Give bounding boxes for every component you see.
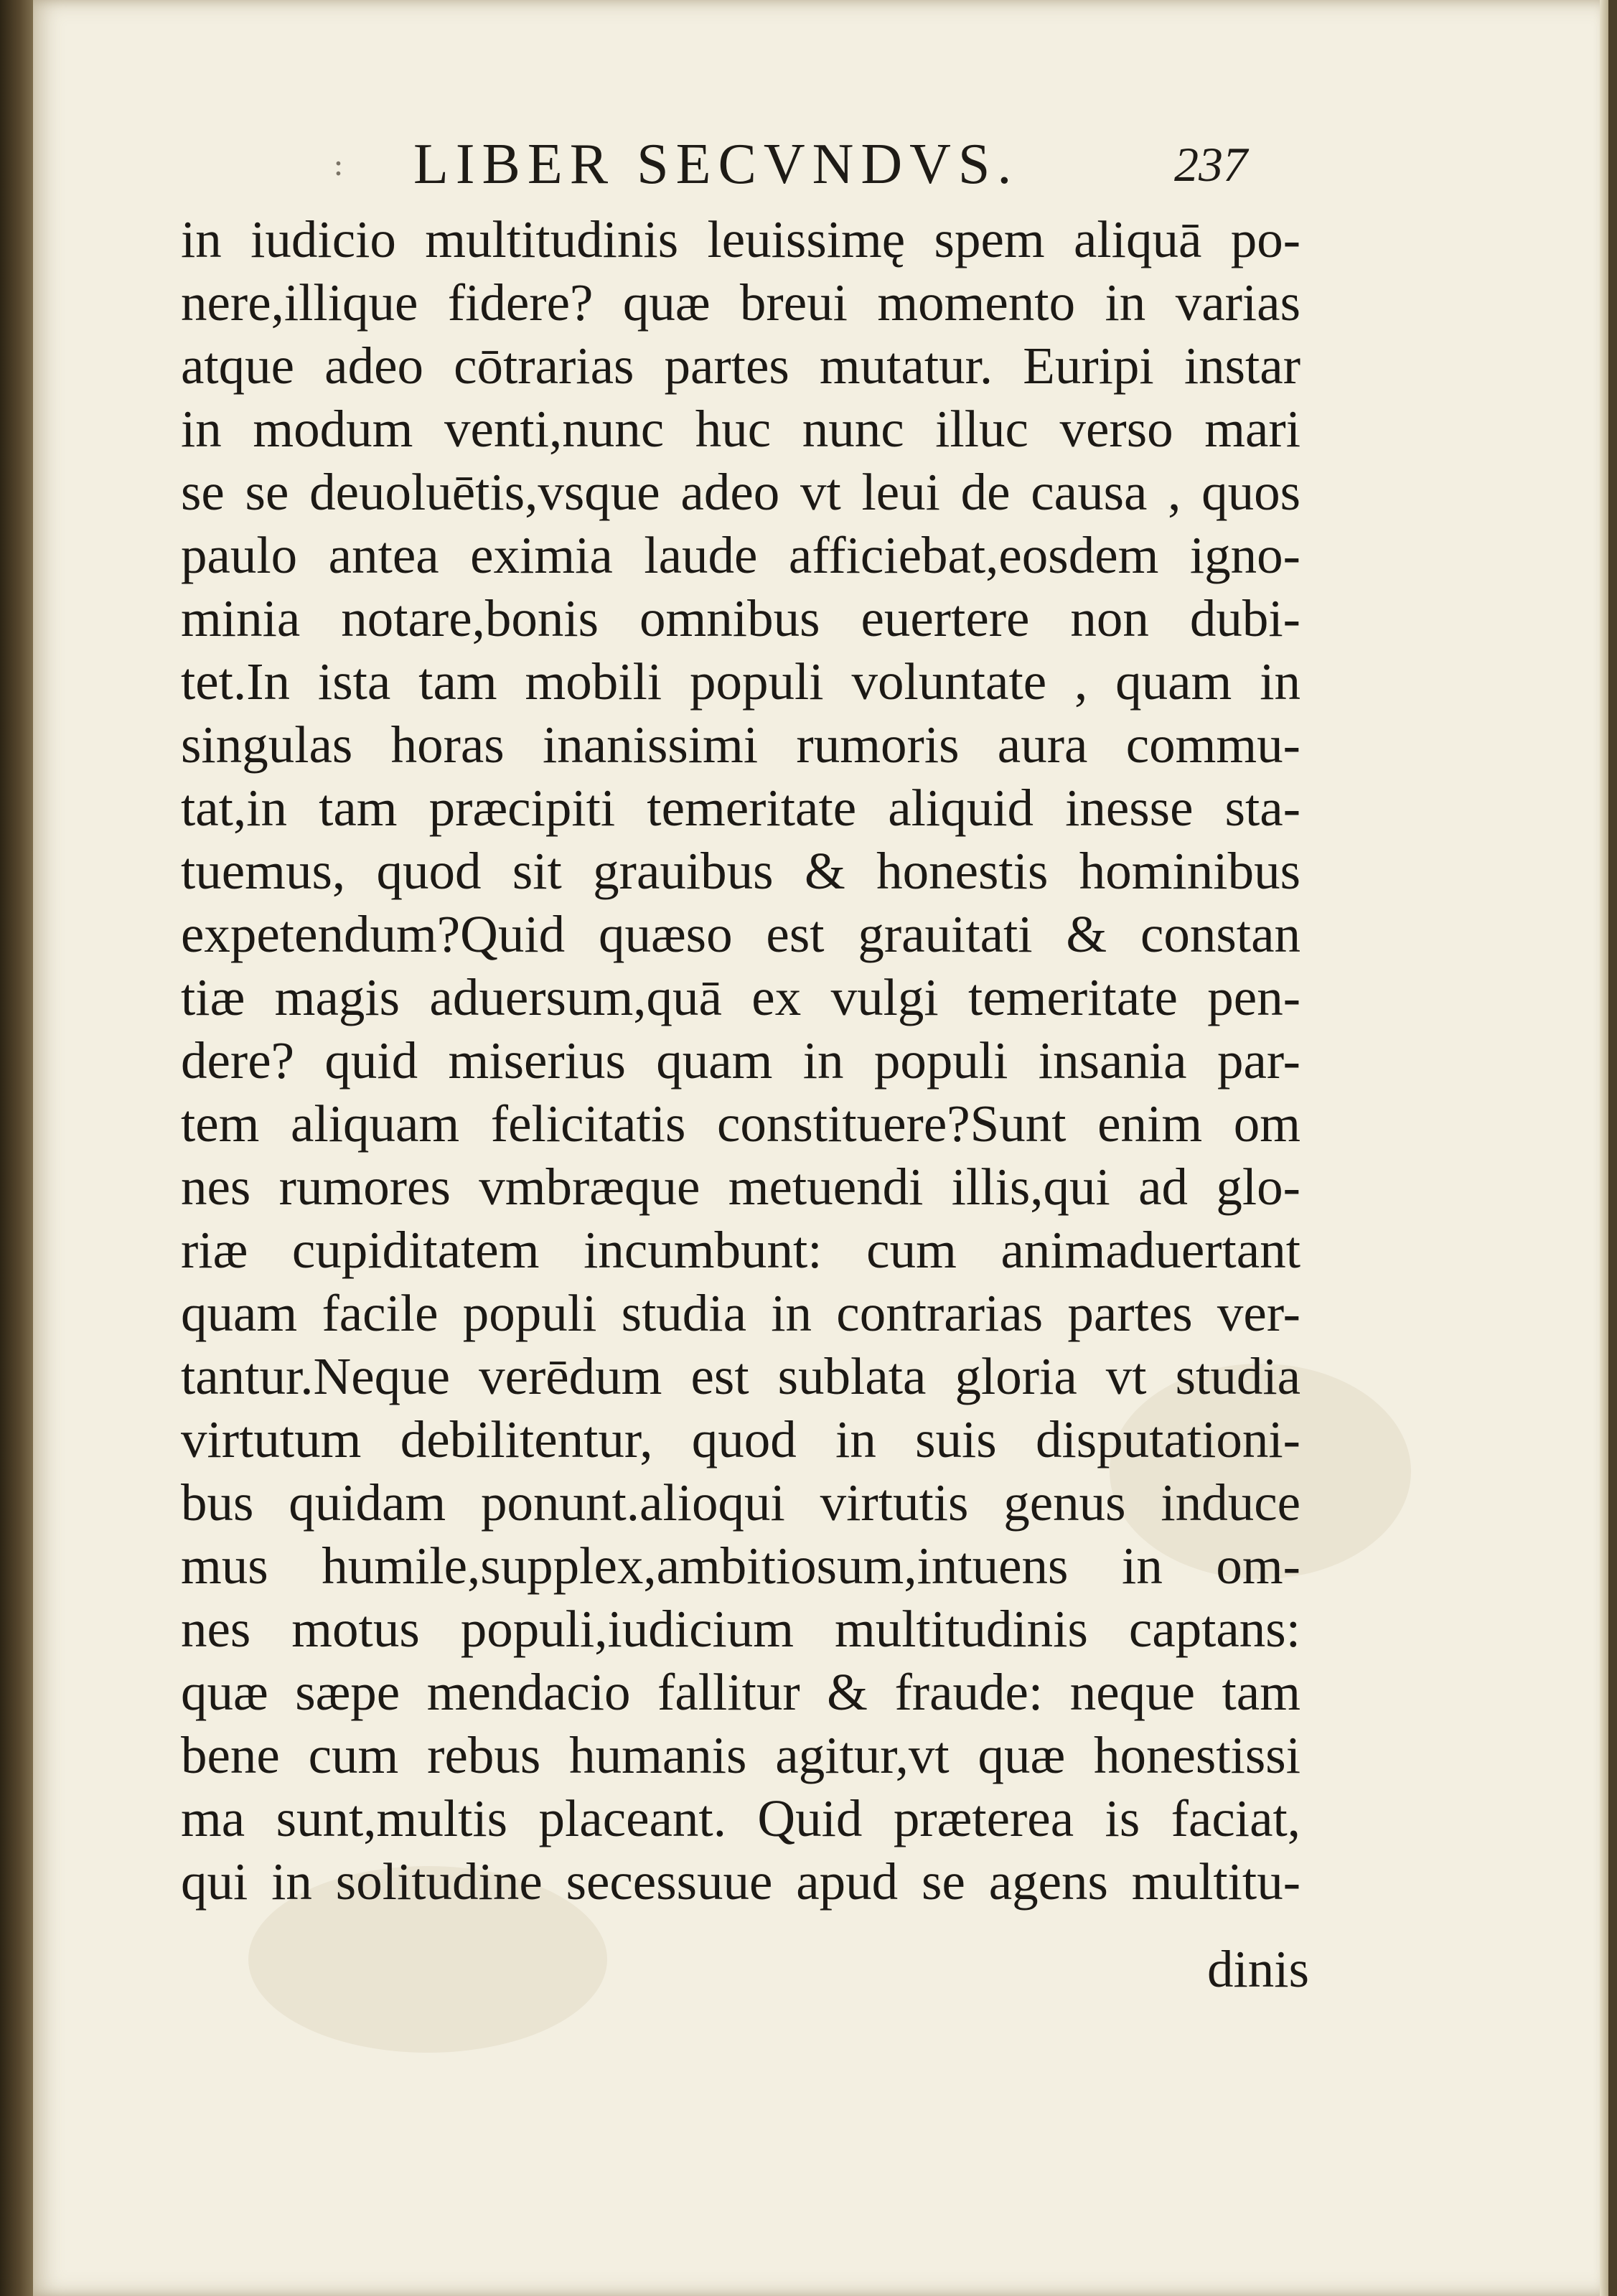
text-line: minia notare,bonis omnibus euertere non dubi- — [181, 589, 1300, 647]
text-line: quam facile populi studia in contrarias partes ver- — [181, 1284, 1300, 1342]
text-line: nere,illique fidere? quæ breui momento in varias — [181, 273, 1300, 332]
text-line: qui in solitudine secessuue apud se agens multitu- — [181, 1852, 1300, 1911]
text-line: tantur.Neque verēdum est sublata gloria vt studia — [181, 1347, 1300, 1405]
catchword: dinis — [1207, 1940, 1309, 1998]
text-line: virtutum debilitentur, quod in suis disputationi- — [181, 1410, 1300, 1468]
text-line: se se deuoluētis,vsque adeo vt leui de causa , quos — [181, 463, 1300, 521]
text-line: quæ sæpe mendacio fallitur & fraude: neque tam — [181, 1663, 1300, 1721]
text-block — [181, 208, 1300, 1913]
book-binding-edge — [0, 0, 37, 2296]
text-line: nes motus populi,iudicium multitudinis captans: — [181, 1600, 1300, 1658]
text-line: expetendum?Quid quæso est grauitati & constan — [181, 905, 1300, 963]
running-head — [33, 132, 1608, 204]
text-line: bene cum rebus humanis agitur,vt quæ honestissi — [181, 1726, 1300, 1784]
text-line: mus humile,supplex,ambitiosum,intuens in om- — [181, 1537, 1300, 1595]
text-line: in iudicio multitudinis leuissimę spem aliquā po- — [181, 210, 1300, 268]
book-page — [33, 0, 1608, 2296]
text-line: nes rumores vmbræque metuendi illis,qui ad glo- — [181, 1158, 1300, 1216]
text-line: bus quidam ponunt.alioqui virtutis genus induce — [181, 1473, 1300, 1532]
text-line: atque adeo cōtrarias partes mutatur. Euripi instar — [181, 337, 1300, 395]
text-line: paulo antea eximia laude afficiebat,eosdem igno- — [181, 526, 1300, 584]
text-line: in modum venti,nunc huc nunc illuc verso mari — [181, 400, 1300, 458]
text-line: tat,in tam præcipiti temeritate aliquid inesse sta- — [181, 779, 1300, 837]
text-line: tuemus, quod sit grauibus & honestis hominibus — [181, 842, 1300, 900]
running-head-title: LIBER SECVNDVS. — [413, 133, 1019, 196]
text-line: ma sunt,multis placeant. Quid præterea is faciat, — [181, 1789, 1300, 1847]
running-head-mark: : — [333, 146, 344, 183]
page-number: 237 — [1174, 137, 1247, 192]
text-line: riæ cupiditatem incumbunt: cum animaduertant — [181, 1221, 1300, 1279]
text-line: tiæ magis aduersum,quā ex vulgi temeritate pen- — [181, 968, 1300, 1026]
text-line: singulas horas inanissimi rumoris aura commu- — [181, 716, 1300, 774]
text-line: dere? quid miserius quam in populi insania par- — [181, 1031, 1300, 1090]
text-line: tem aliquam felicitatis constituere?Sunt enim om — [181, 1095, 1300, 1153]
text-line: tet.In ista tam mobili populi voluntate , quam in — [181, 652, 1300, 711]
